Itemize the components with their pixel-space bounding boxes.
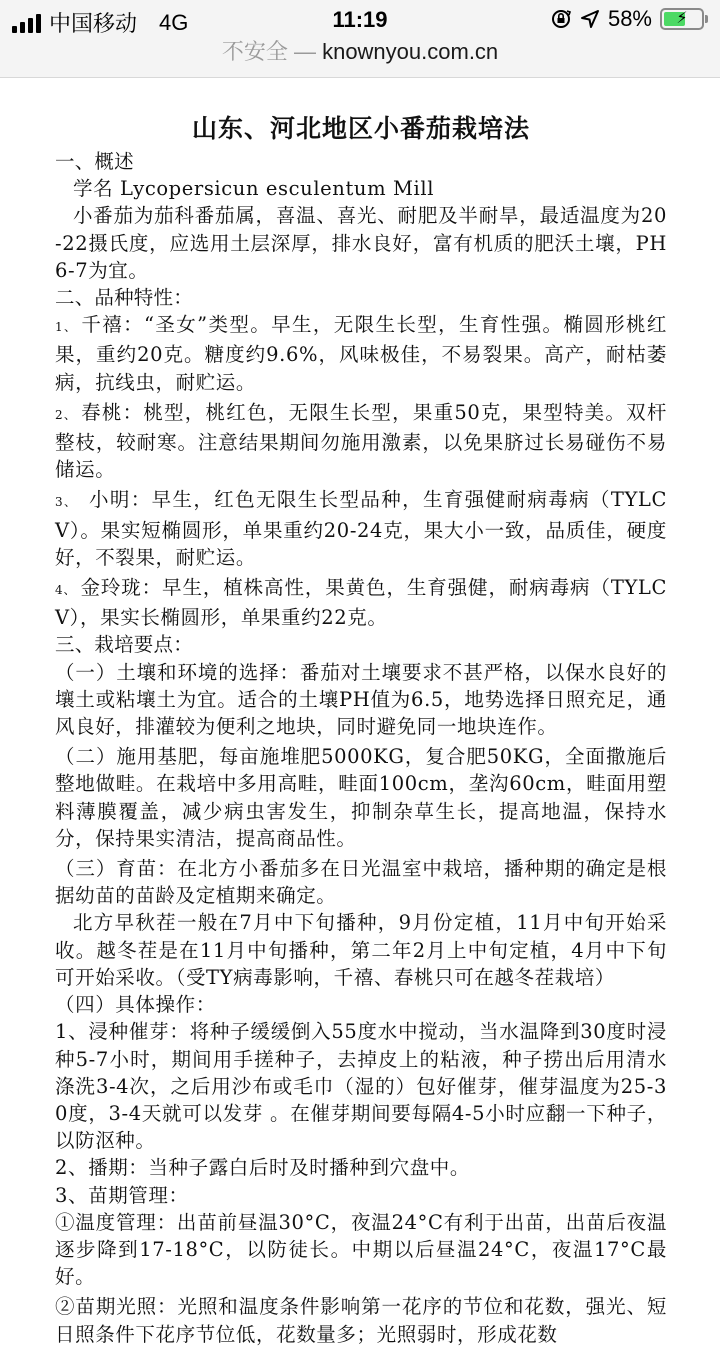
list-marker: 1、 [55,320,78,335]
paragraph: 小番茄为茄科番茄属，喜温、喜光、耐肥及半耐旱，最适温度为20-22摄氏度，应选用土层深厚，排水良好，富有机质的肥沃土壤，PH6-7为宜。 [55,204,667,282]
paragraph: （二）施用基肥，每亩施堆肥5000KG，复合肥50KG，全面撒施后整地做畦。在栽培中多用高畦，畦面100cm，垄沟60cm，畦面用塑料薄膜覆盖，减少病虫害发生，抑制杂草生长，提高地温，保持水分，保持果实清洁，提高商品性。 [55,745,667,850]
subsection-heading: （四）具体操作： [55,993,216,1017]
section-heading: 一、概述 [55,150,134,173]
section-heading: 二、品种特性： [55,286,193,310]
paragraph: （三）育苗：在北方小番茄多在日光温室中栽培，播种期的确定是根据幼苗的苗龄及定植期来确定。 [55,857,667,908]
charging-bolt-icon: ⚡ [676,10,688,27]
section-heading: 三、栽培要点： [55,633,193,657]
variety-item: 1、 千禧：“圣女”类型。早生，无限生长型，生育性强。椭圆形桃红果，重约20克。糖度约9.6%，风味极佳，不易裂果。高产，耐枯萎病，抗线虫，耐贮运。 [55,313,667,394]
paragraph: ①温度管理：出苗前昼温30°C，夜温24°C有利于出苗，出苗后夜温逐步降到17-18°C，以防徒长。中期以后昼温24°C，夜温17°C最好。 [55,1210,667,1289]
paragraph: （一）土壤和环境的选择：番茄对土壤要求不甚严格，以保水良好的壤土或粘壤土为宜。适合的土壤PH值为6.5，地势选择日照充足，通风良好，排灌较为便利之地块，同时避免同一地块连作。 [55,660,667,739]
paragraph: 北方早秋茬一般在7月中下旬播种，9月份定植，11月中旬开始采收。越冬茬是在11月中旬播种，第二年2月上中旬定植，4月中下旬可开始采收。（受TY病毒影响，千禧、春桃只可在越冬茬栽培） [55,911,667,989]
location-arrow-icon [580,9,600,29]
variety-item: 2、 春桃：桃型，桃红色，无限生长型，果重50克，果型特美。双杆整枝，较耐寒。注意结果期间勿施用激素，以免果脐过长易碰伤不易储运。 [55,400,667,482]
paragraph: 3、苗期管理： [55,1183,189,1207]
status-bar [0,0,720,40]
address-bar[interactable] [0,40,720,78]
list-marker: 2、 [55,407,78,422]
list-marker: 4、 [55,583,77,598]
clock: 11:19 [332,7,388,32]
orientation-lock-icon [550,8,572,30]
article-title: 山东、河北地区小番茄栽培法 [191,114,530,143]
paragraph: 2、播期：当种子露白后时及时播种到穴盘中。 [55,1156,471,1180]
variety-item: 3、 小明：早生，红色无限生长型品种，生育强健耐病毒病（TYLCV）。果实短椭圆形，单果重约20-24克，果大小一致，品质佳，硬度好，不裂果，耐贮运。 [55,488,667,569]
paragraph: 1、浸种催芽：将种子缓缓倒入55度水中搅动，当水温降到30度时浸种5-7小时，期间用手搓种子，去掉皮上的粘液，种子捞出后用清水涤洗3-4次，之后用沙布或毛巾（湿的）包好催芽，催芽温度为25-30度，3-4天就可以发芽 。在催芽期间要每隔4-5小时应翻一下种子，以防沤种。 [55,1020,667,1153]
battery-icon [660,8,708,30]
network-type: 4G [159,9,189,35]
battery-percent: 58% [607,6,652,31]
variety-item: 4、 金玲珑：早生，植株高性，果黄色，生育强健，耐病毒病（TYLCV），果实长椭圆形，单果重约22克。 [55,576,667,630]
scientific-name: 学名 Lycopersicun esculentum Mill [73,177,435,201]
carrier-name: 中国移动 [49,11,138,36]
url-host[interactable]: knownyou.com.cn [322,39,499,64]
status-bar-right [550,6,708,32]
security-warning: 不安全 — [221,39,316,64]
paragraph: ②苗期光照：光照和温度条件影响第一花序的节位和花数，强光、短日照条件下花序节位低，花数量多；光照弱时，形成花数 [55,1295,667,1346]
article [55,110,667,1348]
list-marker: 3、 [55,495,78,510]
